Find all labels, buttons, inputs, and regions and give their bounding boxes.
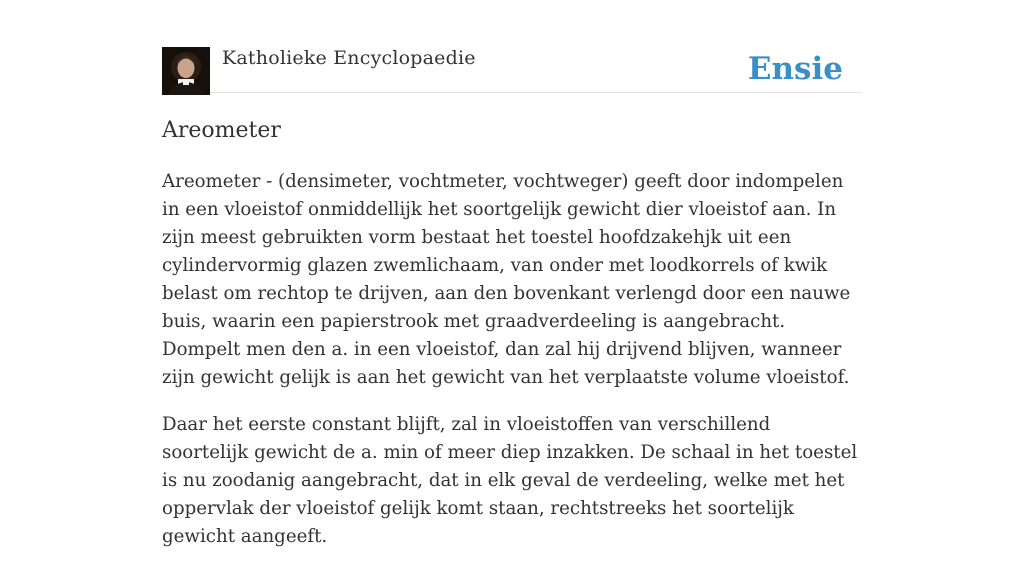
article-paragraph: Daar het eerste constant blijft, zal in vloeistoffen van verschillend soortelijk gewicht de a. min of meer diep inzakken. De schaal in het toestel is nu zoodanig aangebracht, dat in elk geval de verdeeling, welke met het oppervlak der vloeistof gelijk komt staan, rechtstreeks het soortelijk gewicht aangeeft. bbox=[162, 414, 858, 547]
encyclopedia-avatar[interactable] bbox=[162, 47, 210, 95]
site-name[interactable]: Katholieke Encyclopaedie bbox=[222, 47, 476, 69]
article-body bbox=[162, 168, 862, 570]
site-header bbox=[162, 44, 862, 93]
portrait-image bbox=[162, 47, 210, 95]
brand-logo[interactable]: Ensie bbox=[747, 51, 843, 87]
article-title: Areometer bbox=[162, 118, 281, 143]
article-paragraph: Areometer - (densimeter, vochtmeter, vochtweger) geeft door indompelen in een vloeistof onmiddellijk het soortgelijk gewicht dier vloeistof aan. In zijn meest gebruikten vorm bestaat het toestel hoofdzakehjk uit een cylindervormig glazen zwemlichaam, van onder met loodkorrels of kwik belast om rechtop te drijven, aan den bovenkant verlengd door een nauwe buis, waarin een papierstrook met graadverdeeling is aangebracht. Dompelt men den a. in een vloeistof, dan zal hij drijvend blijven, wanneer zijn gewicht gelijk is aan het gewicht van het verplaatste volume vloeistof. bbox=[162, 171, 851, 388]
